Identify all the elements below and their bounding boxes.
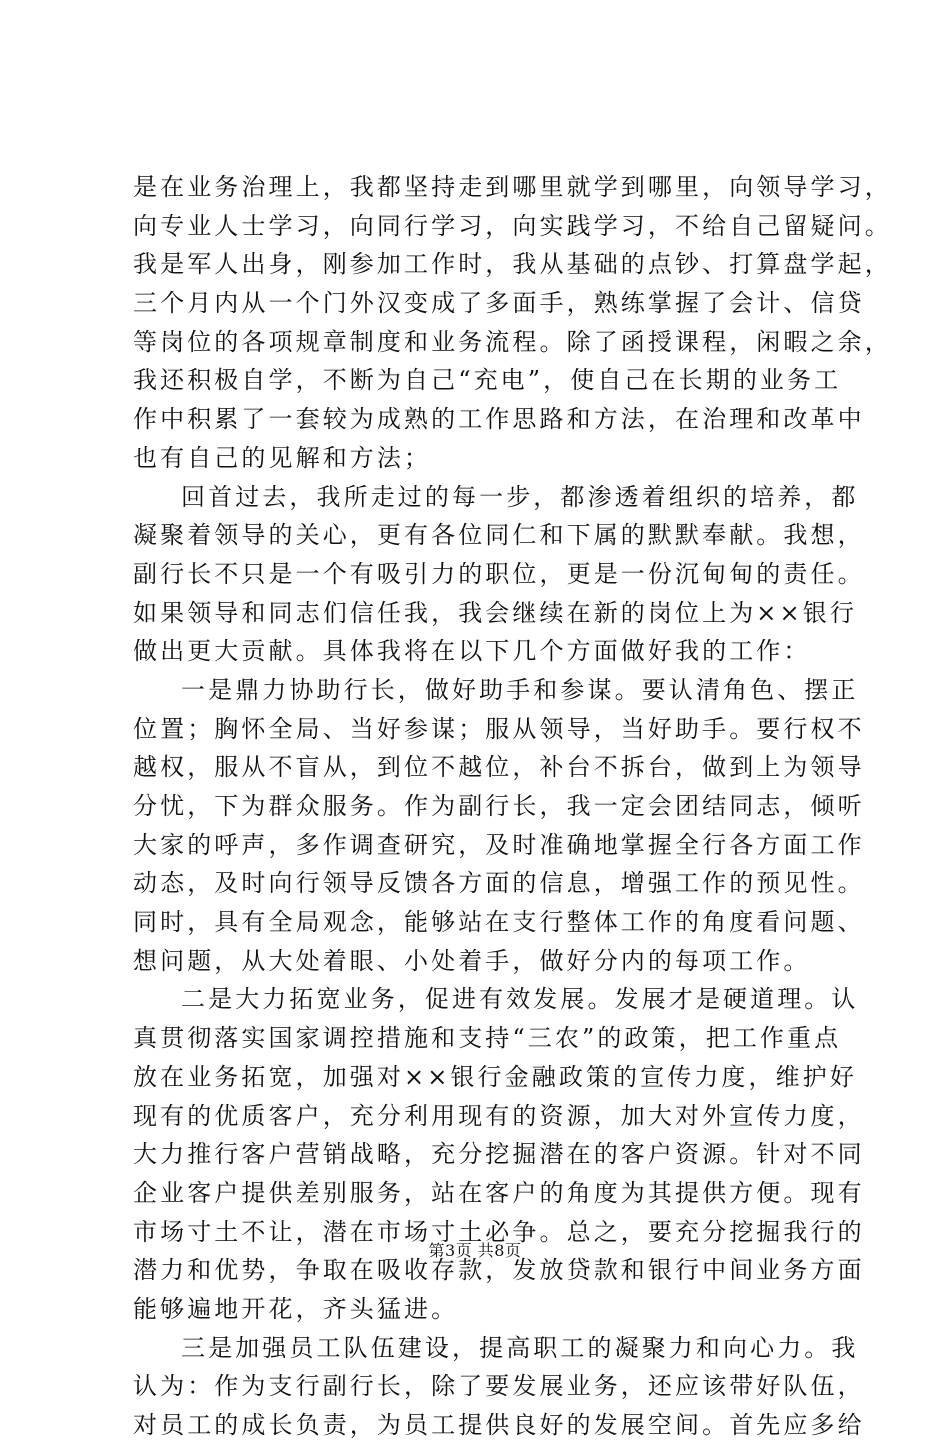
text-line: 认为：作为支行副行长，除了要发展业务，还应该带好队伍， <box>133 1372 865 1401</box>
text-line: 三是加强员工队伍建设，提高职工的凝聚力和向心力。我 <box>181 1333 859 1362</box>
text-line: 大家的呼声，多作调查研究，及时准确地掌握全行各方面工作 <box>133 830 865 859</box>
text-line: 想问题，从大处着眼、小处着手，做好分内的每项工作。 <box>133 946 811 975</box>
text-line: 回首过去，我所走过的每一步，都渗透着组织的培养，都 <box>181 482 859 511</box>
text-line: 我还积极自学，不断为自己“充电”，使自己在长期的业务工 <box>133 366 842 395</box>
text-line: 能够遍地开花，齐头猛进。 <box>133 1294 459 1323</box>
text-line: 三个月内从一个门外汉变成了多面手，熟练掌握了会计、信贷 <box>133 289 865 318</box>
text-line: 大力推行客户营销战略，充分挖掘潜在的客户资源。针对不同 <box>133 1140 865 1169</box>
text-line: 我是军人出身，刚参加工作时，我从基础的点钞、打算盘学起， <box>133 250 892 279</box>
text-line: 真贯彻落实国家调控措施和支持“三农”的政策，把工作重点 <box>133 1024 842 1053</box>
text-line: 同时，具有全局观念，能够站在支行整体工作的角度看问题、 <box>133 908 865 937</box>
text-line: 向专业人士学习，向同行学习，向实践学习，不给自己留疑问。 <box>133 211 892 240</box>
text-line: 企业客户提供差别服务，站在客户的角度为其提供方便。现有 <box>133 1178 865 1207</box>
text-line: 放在业务拓宽，加强对××银行金融政策的宣传力度，维护好 <box>133 1062 857 1091</box>
text-line: 做出更大贡献。具体我将在以下几个方面做好我的工作： <box>133 637 811 666</box>
text-line: 二是大力拓宽业务，促进有效发展。发展才是硬道理。认 <box>181 985 859 1014</box>
text-line: 作中积累了一套较为成熟的工作思路和方法，在治理和改革中 <box>133 405 865 434</box>
text-line: 是在业务治理上，我都坚持走到哪里就学到哪里，向领导学习， <box>133 173 892 201</box>
text-line: 等岗位的各项规章制度和业务流程。除了函授课程，闲暇之余， <box>133 327 892 356</box>
text-line: 对员工的成长负责，为员工提供良好的发展空间。首先应多给 <box>133 1411 865 1439</box>
text-line: 分忧，下为群众服务。作为副行长，我一定会团结同志，倾听 <box>133 792 865 820</box>
text-line: 越权，服从不盲从，到位不越位，补台不拆台，做到上为领导 <box>133 753 865 782</box>
text-line: 潜力和优势，争取在吸收存款，发放贷款和银行中间业务方面 <box>133 1256 865 1285</box>
text-line: 动态，及时向行领导反馈各方面的信息，增强工作的预见性。 <box>133 869 865 898</box>
text-line: 凝聚着领导的关心，更有各位同仁和下属的默默奉献。我想， <box>133 521 865 550</box>
text-line: 如果领导和同志们信任我，我会继续在新的岗位上为××银行 <box>133 598 857 627</box>
text-line: 市场寸土不让，潜在市场寸土必争。总之，要充分挖掘我行的 <box>133 1217 865 1246</box>
text-line: 现有的优质客户，充分利用现有的资源，加大对外宣传力度， <box>133 1101 865 1130</box>
text-line: 也有自己的见解和方法； <box>133 443 432 472</box>
page-footer: 第3页 共8页 <box>428 1241 522 1260</box>
text-line: 一是鼎力协助行长，做好助手和参谋。要认清角色、摆正 <box>181 675 859 704</box>
text-line: 位置；胸怀全局、当好参谋；服从领导，当好助手。要行权不 <box>133 714 865 743</box>
text-line: 副行长不只是一个有吸引力的职位，更是一份沉甸甸的责任。 <box>133 559 865 588</box>
